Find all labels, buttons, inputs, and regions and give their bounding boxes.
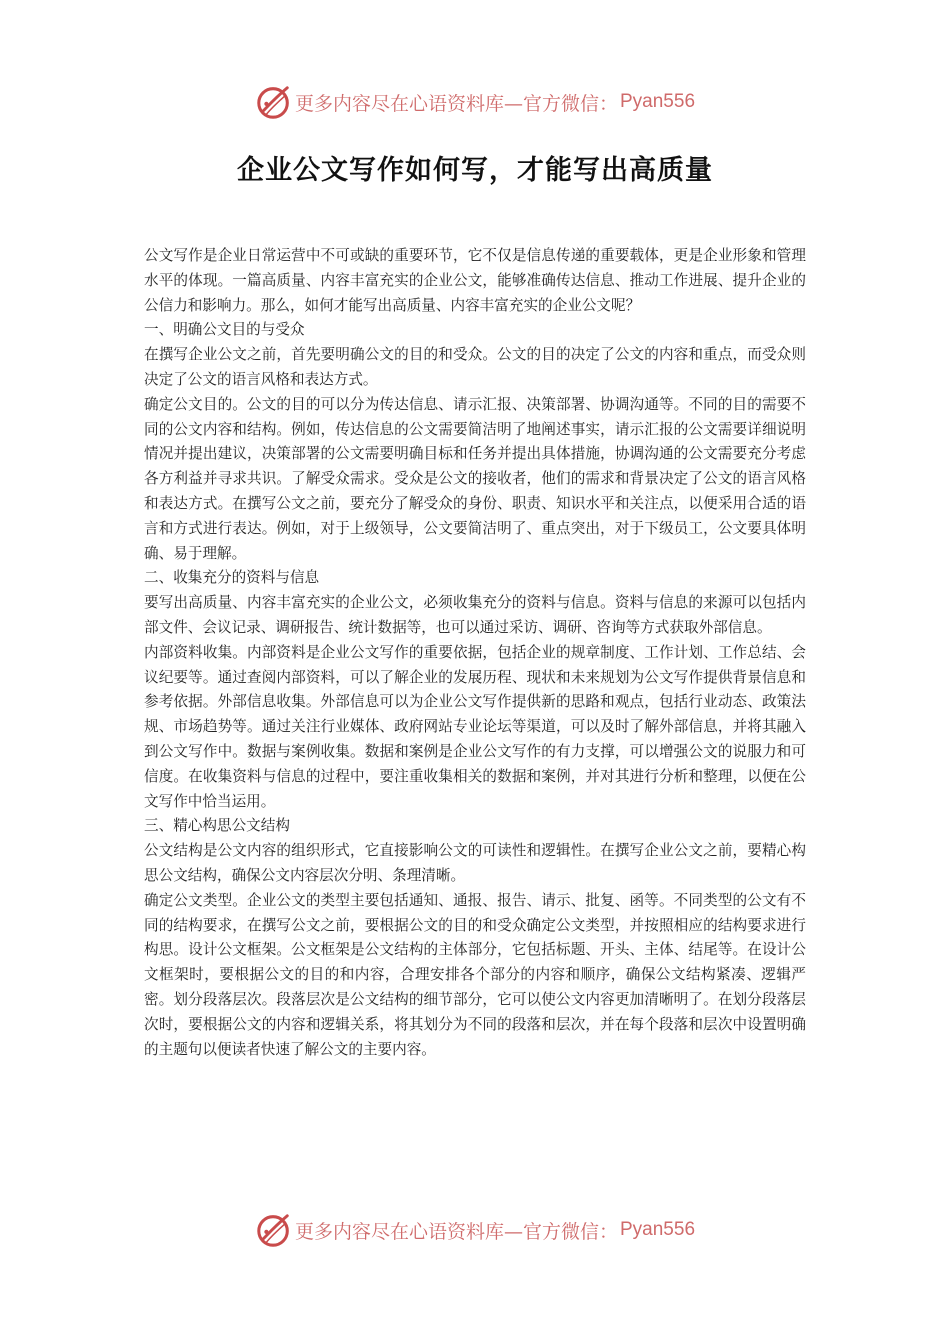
brush-logo-icon bbox=[255, 1211, 293, 1249]
banner-text: 更多内容尽在心语资料库—官方微信： bbox=[294, 1220, 618, 1243]
section-heading: 三、精心构思公文结构 bbox=[144, 817, 290, 835]
section-heading: 一、明确公文目的与受众 bbox=[144, 321, 305, 339]
paragraph: 公文结构是公文内容的组织形式，它直接影响公文的可读性和逻辑性。在撰写企业公文之前，要精心构思公文结构，确保公文内容层次分明、条理清晰。 bbox=[144, 842, 806, 884]
header-watermark-banner bbox=[0, 82, 950, 122]
document-title: 企业公文写作如何写，才能写出高质量 bbox=[237, 155, 713, 186]
paragraph: 内部资料收集。内部资料是企业公文写作的重要依据，包括企业的规章制度、工作计划、工作总结、会议纪要等。通过查阅内部资料，可以了解企业的发展历程、现状和未来规划为公文写作提供背景信息和参考依据。外部信息收集。外部信息可以为企业公文写作提供新的思路和观点，包括行业动态、政策法规、市场趋势等。通过关注行业媒体、政府网站专业论坛等渠道，可以及时了解外部信息，并将其融入到公文写作中。数据与案例收集。数据和案例是企业公文写作的有力支撑，可以增强公文的说服力和可信度。在收集资料与信息的过程中，要注重收集相关的数据和案例，并对其进行分析和整理，以便在公文写作中恰当运用。 bbox=[144, 643, 806, 810]
banner-text: 更多内容尽在心语资料库—官方微信： bbox=[294, 92, 618, 115]
footer-watermark-banner bbox=[0, 1210, 950, 1250]
section-heading: 二、收集充分的资料与信息 bbox=[144, 569, 320, 587]
banner-handle: Pyan556 bbox=[620, 1219, 696, 1240]
paragraph: 确定公文类型。企业公文的类型主要包括通知、通报、报告、请示、批复、函等。不同类型的公文有不同的结构要求，在撰写公文之前，要根据公文的目的和受众确定公文类型，并按照相应的结构要求进行构思。设计公文框架。公文框架是公文结构的主体部分，它包括标题、开头、主体、结尾等。在设计公文框架时，要根据公文的目的和内容，合理安排各个部分的内容和顺序，确保公文结构紧凑、逻辑严密。划分段落层次。段落层次是公文结构的细节部分，它可以使公文内容更加清晰明了。在划分段落层次时，要根据公文的内容和逻辑关系，将其划分为不同的段落和层次，并在每个段落和层次中设置明确的主题句以便读者快速了解公文的主要内容。 bbox=[144, 891, 806, 1058]
paragraph: 要写出高质量、内容丰富充实的企业公文，必须收集充分的资料与信息。资料与信息的来源可以包括内部文件、会议记录、调研报告、统计数据等，也可以通过采访、调研、咨询等方式获取外部信息。 bbox=[144, 594, 806, 636]
paragraph: 确定公文目的。公文的目的可以分为传达信息、请示汇报、决策部署、协调沟通等。不同的目的需要不同的公文内容和结构。例如，传达信息的公文需要简洁明了地阐述事实，请示汇报的公文需要详细说明情况并提出建议，决策部署的公文需要明确目标和任务并提出具体措施，协调沟通的公文需要充分考虑各方利益并寻求共识。了解受众需求。受众是公文的接收者，他们的需求和背景决定了公文的语言风格和表达方式。在撰写公文之前，要充分了解受众的身份、职责、知识水平和关注点，以便采用合适的语言和方式进行表达。例如，对于上级领导，公文要简洁明了、重点突出，对于下级员工，公文要具体明确、易于理解。 bbox=[144, 395, 806, 562]
banner-handle: Pyan556 bbox=[620, 91, 696, 112]
document-body bbox=[144, 244, 806, 1062]
paragraph: 公文写作是企业日常运营中不可或缺的重要环节，它不仅是信息传递的重要载体，更是企业形象和管理水平的体现。一篇高质量、内容丰富充实的企业公文，能够准确传达信息、推动工作进展、提升企业的公信力和影响力。那么，如何才能写出高质量、内容丰富充实的企业公文呢？ bbox=[144, 247, 806, 314]
brush-logo-icon bbox=[255, 83, 293, 121]
paragraph: 在撰写企业公文之前，首先要明确公文的目的和受众。公文的目的决定了公文的内容和重点，而受众则决定了公文的语言风格和表达方式。 bbox=[144, 346, 806, 388]
